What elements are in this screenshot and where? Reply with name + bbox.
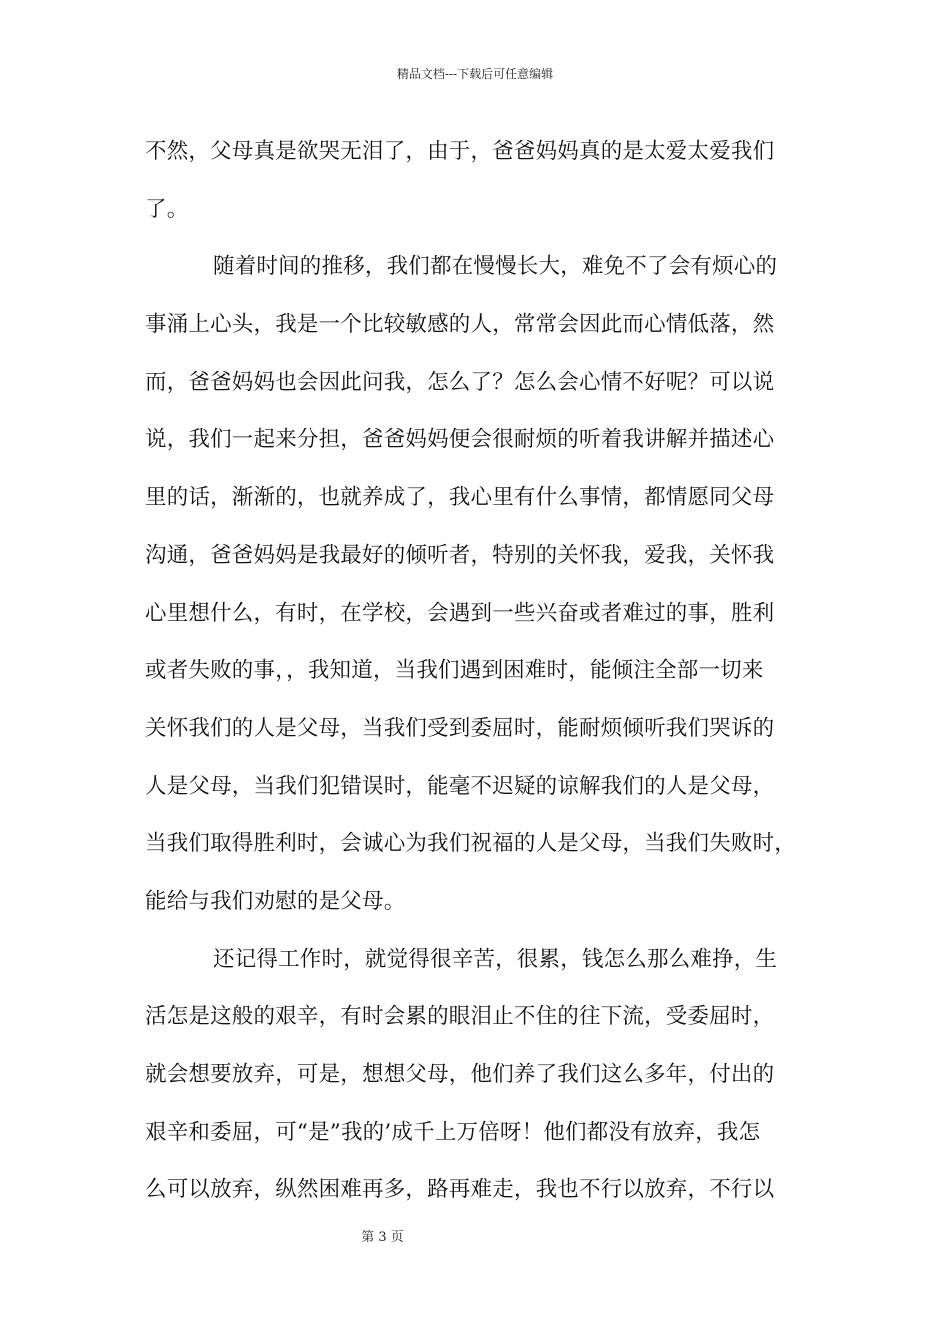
text-line: 事涌上心头，我是一个比较敏感的人，常常会因此而心情低落，然 bbox=[145, 312, 775, 338]
text-line: 了。 bbox=[145, 196, 189, 222]
text-line: 艰辛和委屈，可“是”我的’成千上万倍呀！他们都没有放弃，我怎 bbox=[145, 1119, 761, 1145]
page-number: 第 3 页 bbox=[361, 1230, 404, 1245]
text-line: 里的话，渐渐的，也就养成了，我心里有什么事情，都情愿同父母 bbox=[145, 485, 775, 511]
paragraph-start-line: 还记得工作时，就觉得很辛苦，很累，钱怎么那么难挣，生 bbox=[213, 946, 778, 972]
text-line: 心里想什么，有时，在学校，会遇到一些兴奋或者难过的事，胜利 bbox=[145, 600, 775, 626]
text-line: 而，爸爸妈妈也会因此问我，怎么了？怎么会心情不好呢？可以说 bbox=[145, 369, 775, 395]
text-line: 关怀我们的人是父母，当我们受到委屈时，能耐烦倾听我们哭诉的 bbox=[145, 715, 775, 741]
paragraph-start-line: 随着时间的推移，我们都在慢慢长大，难免不了会有烦心的 bbox=[213, 254, 778, 280]
text-line: 说，我们一起来分担，爸爸妈妈便会很耐烦的听着我讲解并描述心 bbox=[145, 427, 775, 453]
text-line: 就会想要放弃，可是，想想父母，他们养了我们这么多年，付出的 bbox=[145, 1062, 775, 1087]
text-line: 能给与我们劝慰的是父母。 bbox=[145, 888, 406, 914]
text-line: 沟通，爸爸妈妈是我最好的倾听者，特别的关怀我，爱我，关怀我 bbox=[145, 542, 775, 568]
text-line: 或者失败的事，，我知道，当我们遇到困难时，能倾注全部一切来 bbox=[145, 658, 764, 684]
text-line: 么可以放弃，纵然困难再多，路再难走，我也不行以放弃，不行以 bbox=[145, 1177, 775, 1203]
text-line: 当我们取得胜利时，会诚心为我们祝福的人是父母，当我们失败时， bbox=[145, 831, 797, 857]
text-line: 人是父母，当我们犯错误时，能毫不迟疑的谅解我们的人是父母， bbox=[145, 773, 775, 799]
page-header: 精品文档---下载后可任意编辑 bbox=[396, 67, 554, 81]
text-line: 不然，父母真是欲哭无泪了，由于，爸爸妈妈真的是太爱太爱我们 bbox=[145, 139, 775, 164]
document-body bbox=[145, 130, 825, 1226]
text-line: 活怎是这般的艰辛，有时会累的眼泪止不住的往下流，受委屈时， bbox=[145, 1004, 775, 1030]
